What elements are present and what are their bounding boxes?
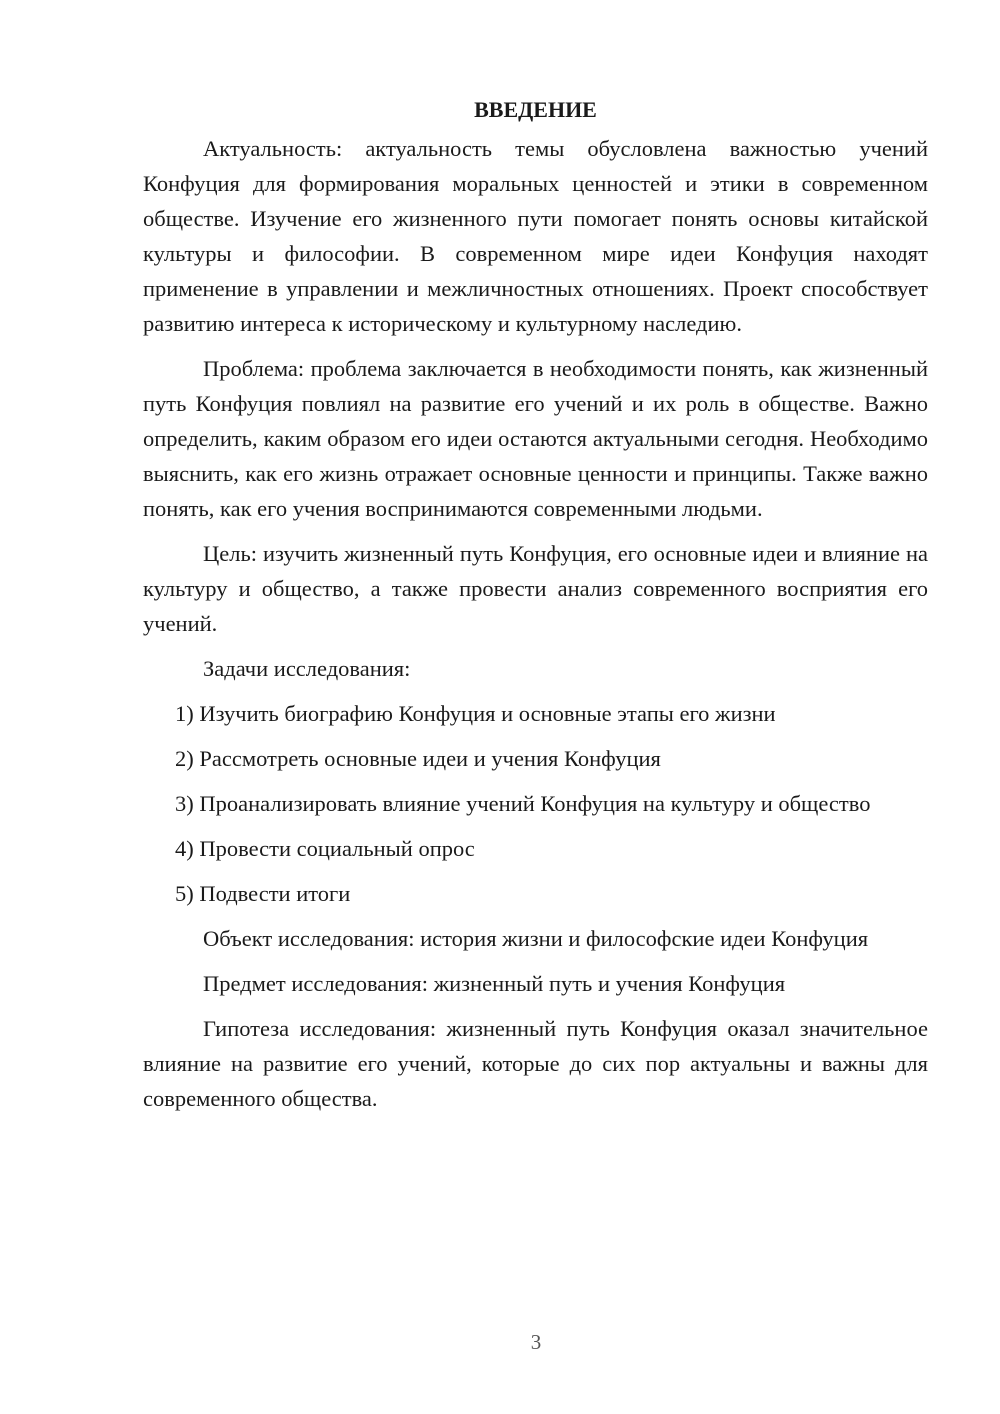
tasks-heading: Задачи исследования: [203, 656, 411, 681]
tasks-list [143, 696, 928, 911]
task-item: 4) Провести социальный опрос [175, 836, 475, 861]
page-title: ВВЕДЕНИЕ [474, 97, 597, 122]
task-item: 3) Проанализировать влияние учений Конфуция на культуру и общество [175, 791, 871, 816]
goal-paragraph: Цель: изучить жизненный путь Конфуция, его основные идеи и влияние на культуру и общество, а также провести анализ современного восприятия его учений. [143, 541, 928, 636]
task-item: 5) Подвести итоги [175, 881, 351, 906]
object-paragraph: Объект исследования: история жизни и философские идеи Конфуция [203, 926, 869, 951]
task-item: 2) Рассмотреть основные идеи и учения Конфуция [175, 746, 661, 771]
relevance-paragraph: Актуальность: актуальность темы обусловлена важностью учений Конфуция для формирования моральных ценностей и этики в современном обществе. Изучение его жизненного пути помогает понять основы китайской культуры и философии. В современном мире идеи Конфуция находят применение в управлении и межличностных отношениях. Проект способствует развитию интереса к историческому и культурному наследию. [143, 136, 928, 336]
subject-paragraph: Предмет исследования: жизненный путь и учения Конфуция [203, 971, 786, 996]
hypothesis-paragraph: Гипотеза исследования: жизненный путь Конфуция оказал значительное влияние на развитие его учений, которые до сих пор актуальны и важны для современного общества. [143, 1016, 928, 1111]
document-page [143, 92, 928, 1126]
page-number: 3 [530, 1330, 542, 1354]
problem-paragraph: Проблема: проблема заключается в необходимости понять, как жизненный путь Конфуция повлиял на развитие его учений и их роль в обществе. Важно определить, каким образом его идеи остаются актуальными сегодня. Необходимо выяснить, как его жизнь отражает основные ценности и принципы. Также важно понять, как его учения воспринимаются современными людьми. [143, 356, 928, 521]
task-item: 1) Изучить биографию Конфуция и основные этапы его жизни [175, 701, 776, 726]
